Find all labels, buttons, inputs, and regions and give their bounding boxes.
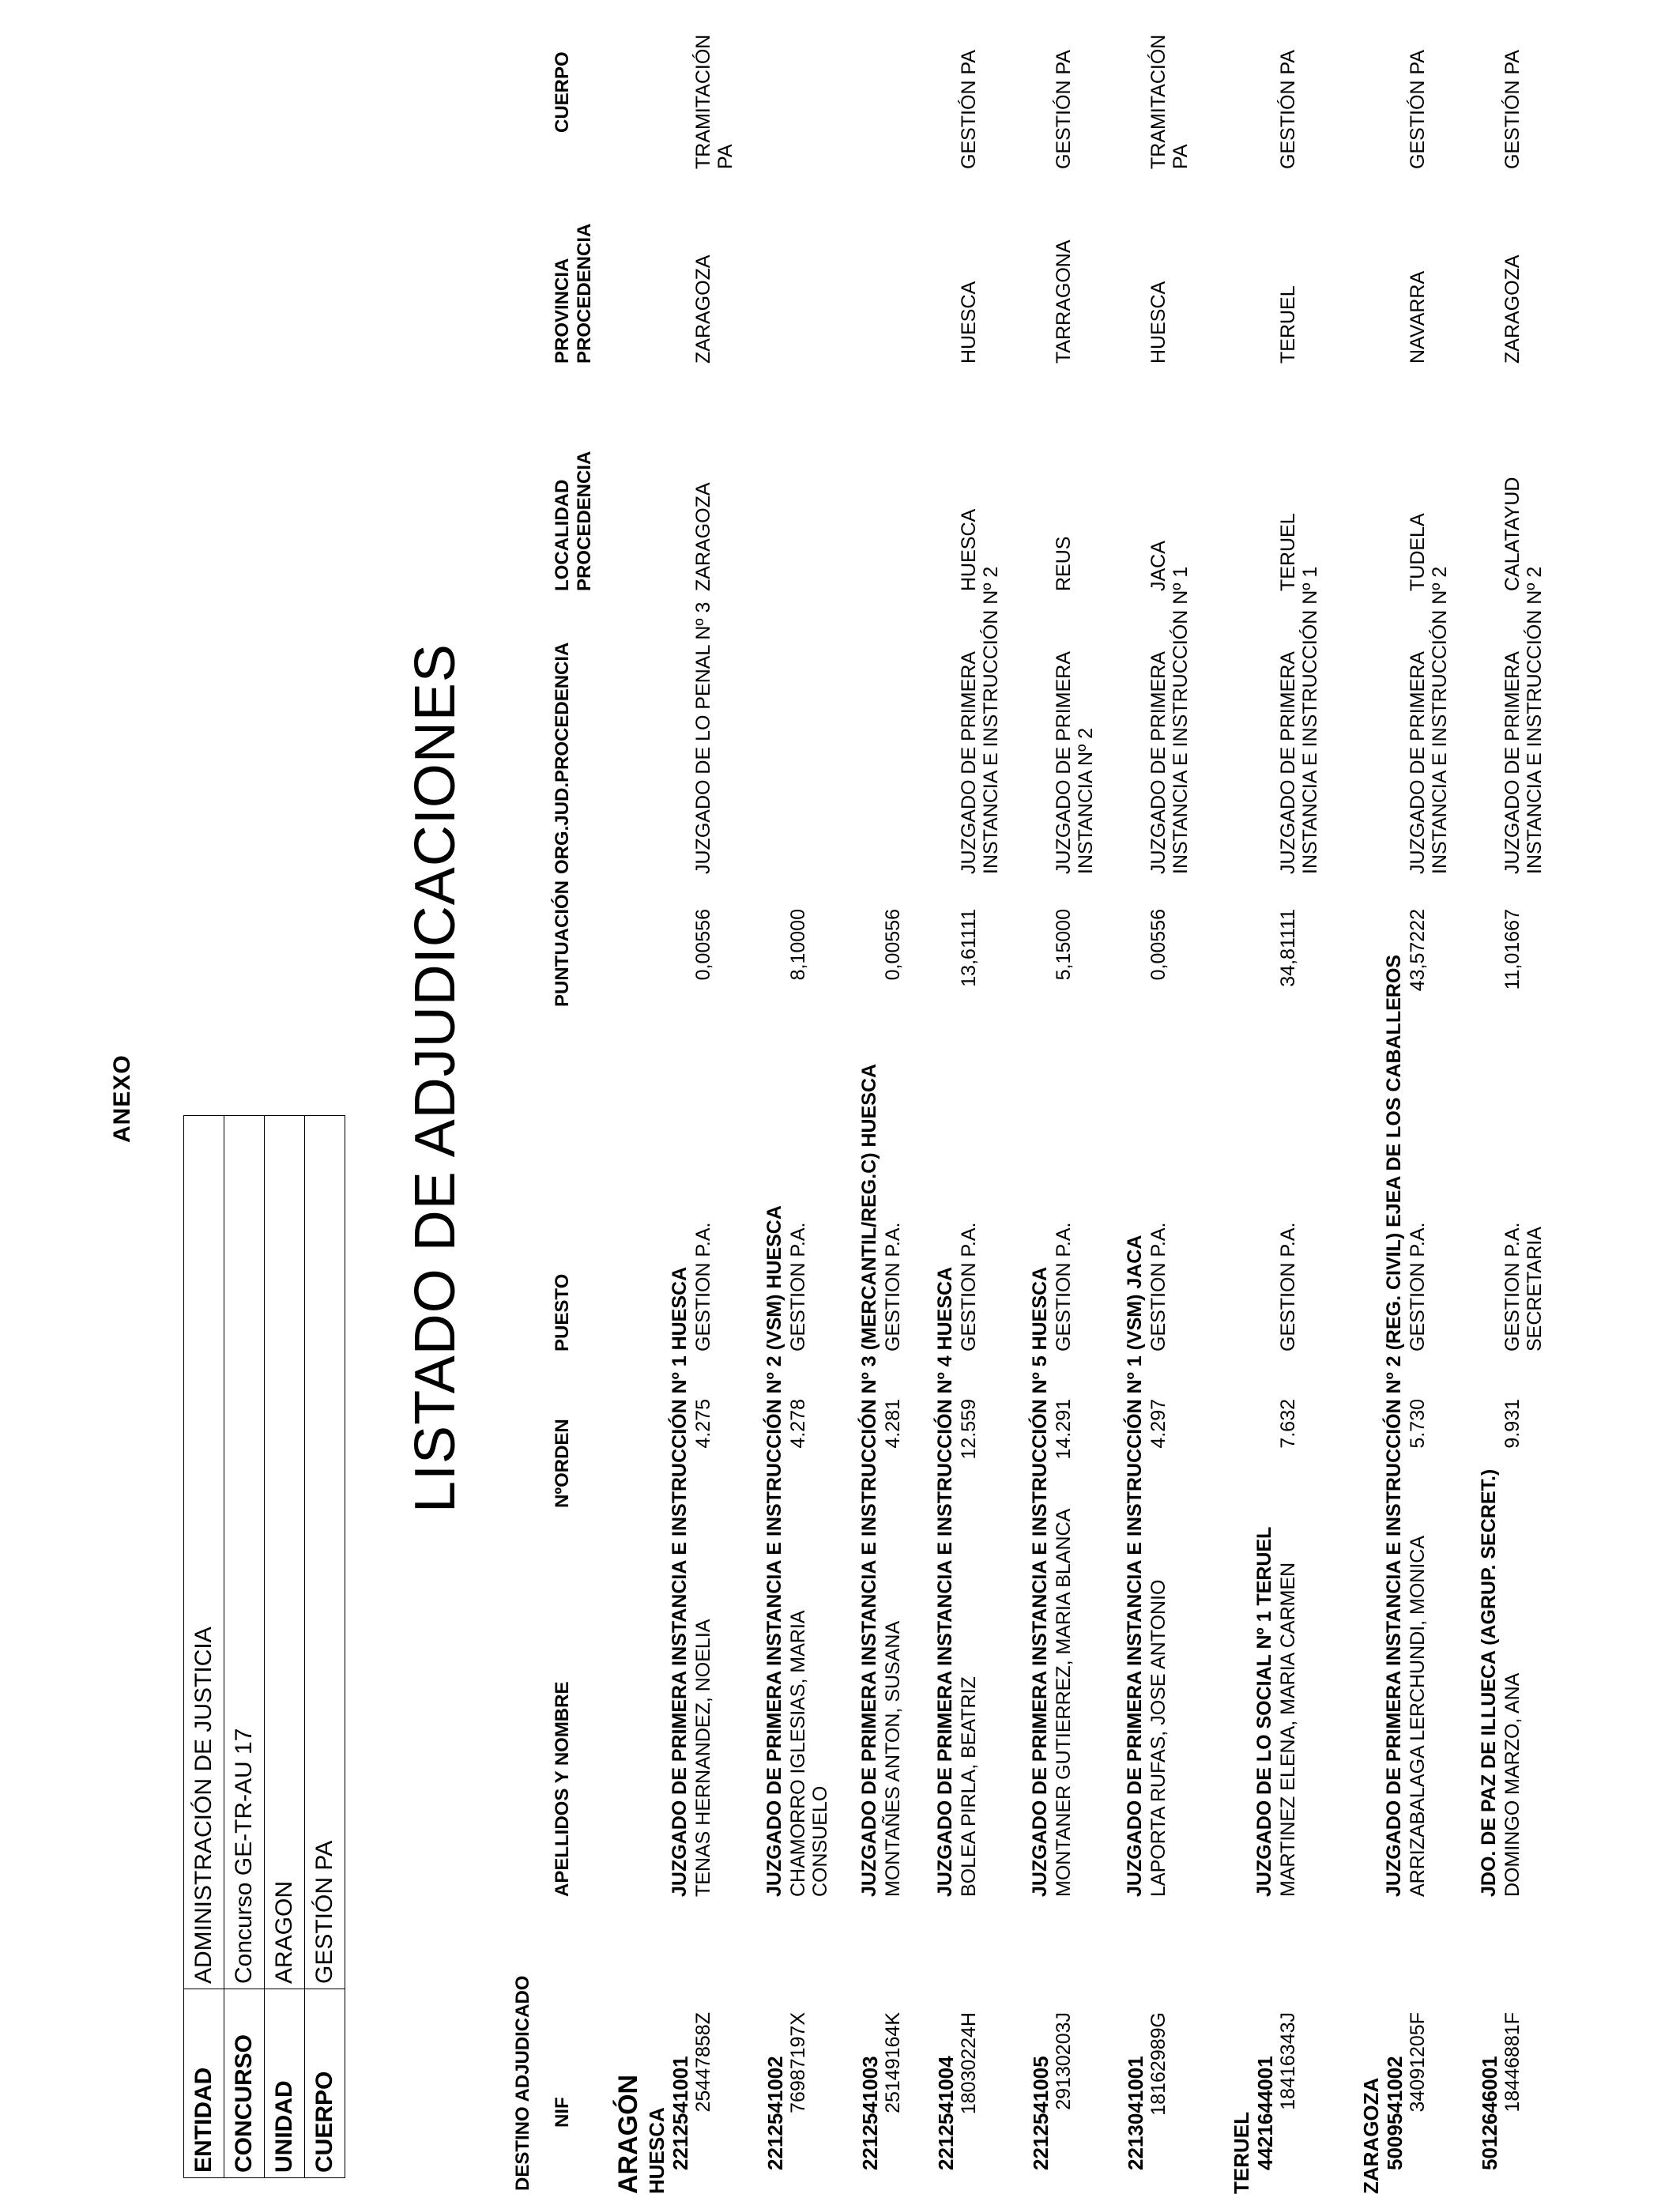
cell-provincia: HUESCA [958, 281, 980, 364]
cell-orden: 4.281 [882, 1399, 904, 1449]
destination-code: 2212541001 [669, 2056, 692, 2170]
cell-puntuacion: 13,61111 [958, 909, 980, 987]
header-nombre: APELLIDOS Y NOMBRE [552, 1681, 573, 1897]
cell-orden: 12.559 [958, 1399, 980, 1460]
destination-code: 5012646001 [1478, 2056, 1501, 2170]
page-title: LISTADO DE ADJUDICACIONES [404, 643, 467, 1513]
cell-puesto: GESTION P.A. [958, 1222, 980, 1351]
cell-nif: 18030224H [958, 2012, 980, 2115]
destination-organ: JUZGADO DE PRIMERA INSTANCIA E INSTRUCCIÓN Nº 5 HUESCA [1029, 1266, 1051, 1897]
cell-cuerpo: GESTIÓN PA [1407, 50, 1429, 169]
info-row [224, 1116, 265, 2178]
destination-code: 5009541002 [1383, 2056, 1407, 2170]
cell-nif: 25447858Z [692, 2012, 714, 2113]
anexo-heading: ANEXO [109, 1054, 135, 1143]
destination-organ: JUZGADO DE LO SOCIAL Nº 1 TERUEL [1253, 1526, 1275, 1897]
destination-code: 2212541004 [934, 2056, 958, 2170]
info-key: CUERPO [305, 1989, 345, 2178]
region-name: ARAGÓN [613, 2074, 643, 2194]
cell-nombre: ARRIZABALAGA LERCHUNDI, MONICA [1407, 1535, 1429, 1897]
info-row [265, 1116, 305, 2178]
cell-localidad: CALATAYUD [1501, 477, 1524, 591]
cell-org: JUZGADO DE PRIMERA INSTANCIA E INSTRUCCIÓN Nº 1 [1277, 566, 1321, 874]
info-value: ADMINISTRACIÓN DE JUSTICIA [184, 1116, 224, 1989]
cell-nombre: MARTINEZ ELENA, MARIA CARMEN [1277, 1562, 1299, 1897]
cell-puntuacion: 5,15000 [1053, 909, 1075, 981]
cell-orden: 5.730 [1407, 1399, 1429, 1449]
province-heading: HUESCA [645, 2107, 669, 2194]
cell-puesto: GESTION P.A. [692, 1222, 714, 1351]
cell-puntuacion: 43,57222 [1407, 909, 1429, 992]
cell-orden: 4.278 [787, 1399, 809, 1449]
cell-cuerpo: TRAMITACIÓN PA [692, 34, 736, 169]
cell-provincia: TERUEL [1277, 285, 1299, 364]
cell-puntuacion: 34,81111 [1277, 909, 1299, 987]
province-heading: ZARAGOZA [1359, 2077, 1383, 2194]
cell-nombre: MONTANER GUTIERREZ, MARIA BLANCA [1053, 1508, 1075, 1897]
cell-org: JUZGADO DE PRIMERA INSTANCIA E INSTRUCCIÓN Nº 2 [1501, 566, 1546, 874]
cell-puntuacion: 0,00556 [882, 909, 904, 981]
header-puesto: PUESTO [552, 1273, 573, 1351]
cell-nombre: DOMINGO MARZO, ANA [1501, 1672, 1524, 1897]
info-key: CONCURSO [224, 1989, 265, 2178]
cell-orden: 9.931 [1501, 1399, 1524, 1449]
cell-nif: 18162989G [1147, 2012, 1170, 2116]
cell-nombre: CHAMORRO IGLESIAS, MARIA CONSUELO [787, 1610, 831, 1897]
cell-nif: 18416343J [1277, 2012, 1299, 2110]
cell-puesto: GESTION P.A. [1147, 1222, 1170, 1351]
cell-puntuacion: 0,00556 [1147, 909, 1170, 981]
info-value: ARAGON [265, 1116, 305, 1989]
info-key: UNIDAD [265, 1989, 305, 2178]
cell-localidad: HUESCA [958, 508, 980, 591]
cell-puntuacion: 0,00556 [692, 909, 714, 981]
destination-organ: JUZGADO DE PRIMERA INSTANCIA E INSTRUCCIÓN Nº 4 HUESCA [934, 1266, 956, 1897]
cell-nif: 34091205F [1407, 2012, 1429, 2113]
info-box [183, 1115, 345, 2178]
cell-puesto: GESTION P.A. [787, 1222, 809, 1351]
destination-organ: JDO. DE PAZ DE ILLUECA (AGRUP. SECRET.) [1478, 1468, 1500, 1897]
cell-nif: 29130203J [1053, 2012, 1075, 2110]
cell-nif: 76987197X [787, 2012, 809, 2113]
header-orden: NºORDEN [552, 1419, 573, 1508]
cell-org: JUZGADO DE PRIMERA INSTANCIA E INSTRUCCIÓN Nº 1 [1147, 566, 1192, 874]
cell-provincia: TARRAGONA [1053, 239, 1075, 364]
cell-provincia: ZARAGOZA [1501, 254, 1524, 364]
cell-orden: 4.297 [1147, 1399, 1170, 1449]
destination-organ: JUZGADO DE PRIMERA INSTANCIA E INSTRUCCIÓN Nº 3 (MERCANTIL/REG.C) HUESCA [858, 1063, 880, 1897]
destination-organ: JUZGADO DE PRIMERA INSTANCIA E INSTRUCCIÓN Nº 2 (VSM) HUESCA [763, 1205, 785, 1897]
destination-code: 2212541002 [763, 2056, 787, 2170]
header-org: ORG.JUD.PROCEDENCIA [552, 642, 573, 874]
header-destino: DESTINO ADJUDICADO [512, 1975, 533, 2191]
cell-puesto: GESTION P.A. [1053, 1222, 1075, 1351]
cell-localidad: TUDELA [1407, 513, 1429, 591]
cell-localidad: REUS [1053, 536, 1075, 591]
cell-provincia: NAVARRA [1407, 270, 1429, 364]
cell-cuerpo: GESTIÓN PA [958, 50, 980, 169]
cell-puesto: GESTION P.A. [882, 1222, 904, 1351]
header-nif: NIF [552, 2097, 573, 2128]
cell-puntuacion: 11,01667 [1501, 909, 1524, 990]
info-key: ENTIDAD [184, 1989, 224, 2178]
destination-organ: JUZGADO DE PRIMERA INSTANCIA E INSTRUCCIÓN Nº 1 HUESCA [669, 1266, 691, 1897]
cell-puesto: GESTION P.A. [1277, 1222, 1299, 1351]
header-localidad: LOCALIDAD PROCEDENCIA [552, 450, 595, 591]
cell-puesto: GESTION P.A. SECRETARIA [1501, 1222, 1546, 1351]
header-provincia: PROVINCIA PROCEDENCIA [552, 223, 595, 364]
header-cuerpo: CUERPO [552, 51, 573, 133]
province-heading: TERUEL [1230, 2112, 1253, 2194]
header-puntuacion: PUNTUACIÓN [552, 880, 573, 1007]
cell-cuerpo: TRAMITACIÓN PA [1147, 34, 1192, 169]
cell-orden: 14.291 [1053, 1399, 1075, 1460]
info-row [305, 1116, 345, 2178]
cell-nombre: BOLEA PIRLA, BEATRIZ [958, 1676, 980, 1897]
cell-orden: 4.275 [692, 1399, 714, 1449]
info-value: GESTIÓN PA [305, 1116, 345, 1989]
cell-localidad: JACA [1147, 541, 1170, 591]
cell-provincia: ZARAGOZA [692, 254, 714, 364]
destination-organ: JUZGADO DE PRIMERA INSTANCIA E INSTRUCCIÓN Nº 1 (VSM) JACA [1124, 1235, 1146, 1897]
cell-provincia: HUESCA [1147, 281, 1170, 364]
destination-code: 2212541003 [858, 2056, 882, 2170]
cell-nif: 25149164K [882, 2012, 904, 2113]
cell-nombre: TENAS HERNANDEZ, NOELIA [692, 1619, 714, 1897]
cell-org: JUZGADO DE PRIMERA INSTANCIA E INSTRUCCIÓN Nº 2 [958, 566, 1002, 874]
cell-nif: 18446881F [1501, 2012, 1524, 2113]
cell-org: JUZGADO DE PRIMERA INSTANCIA Nº 2 [1053, 651, 1097, 874]
cell-cuerpo: GESTIÓN PA [1053, 50, 1075, 169]
cell-localidad: TERUEL [1277, 513, 1299, 591]
cell-orden: 7.632 [1277, 1399, 1299, 1449]
cell-nombre: LAPORTA RUFAS, JOSE ANTONIO [1147, 1579, 1170, 1897]
cell-puesto: GESTION P.A. [1407, 1222, 1429, 1351]
cell-puntuacion: 8,10000 [787, 909, 809, 981]
destination-code: 2212541005 [1029, 2056, 1053, 2170]
cell-cuerpo: GESTIÓN PA [1501, 50, 1524, 169]
destination-code: 4421644001 [1253, 2056, 1277, 2170]
cell-cuerpo: GESTIÓN PA [1277, 50, 1299, 169]
cell-localidad: ZARAGOZA [692, 482, 714, 591]
destination-organ: JUZGADO DE PRIMERA INSTANCIA E INSTRUCCIÓN Nº 2 (REG. CIVIL) EJEA DE LOS CABALLEROS [1383, 954, 1405, 1897]
cell-org: JUZGADO DE PRIMERA INSTANCIA E INSTRUCCIÓN Nº 2 [1407, 566, 1451, 874]
info-value: Concurso GE-TR-AU 17 [224, 1116, 265, 1989]
info-row [184, 1116, 224, 2178]
cell-nombre: MONTAÑES ANTON, SUSANA [882, 1620, 904, 1897]
cell-org: JUZGADO DE LO PENAL Nº 3 [692, 601, 714, 874]
destination-code: 2213041001 [1124, 2056, 1147, 2170]
